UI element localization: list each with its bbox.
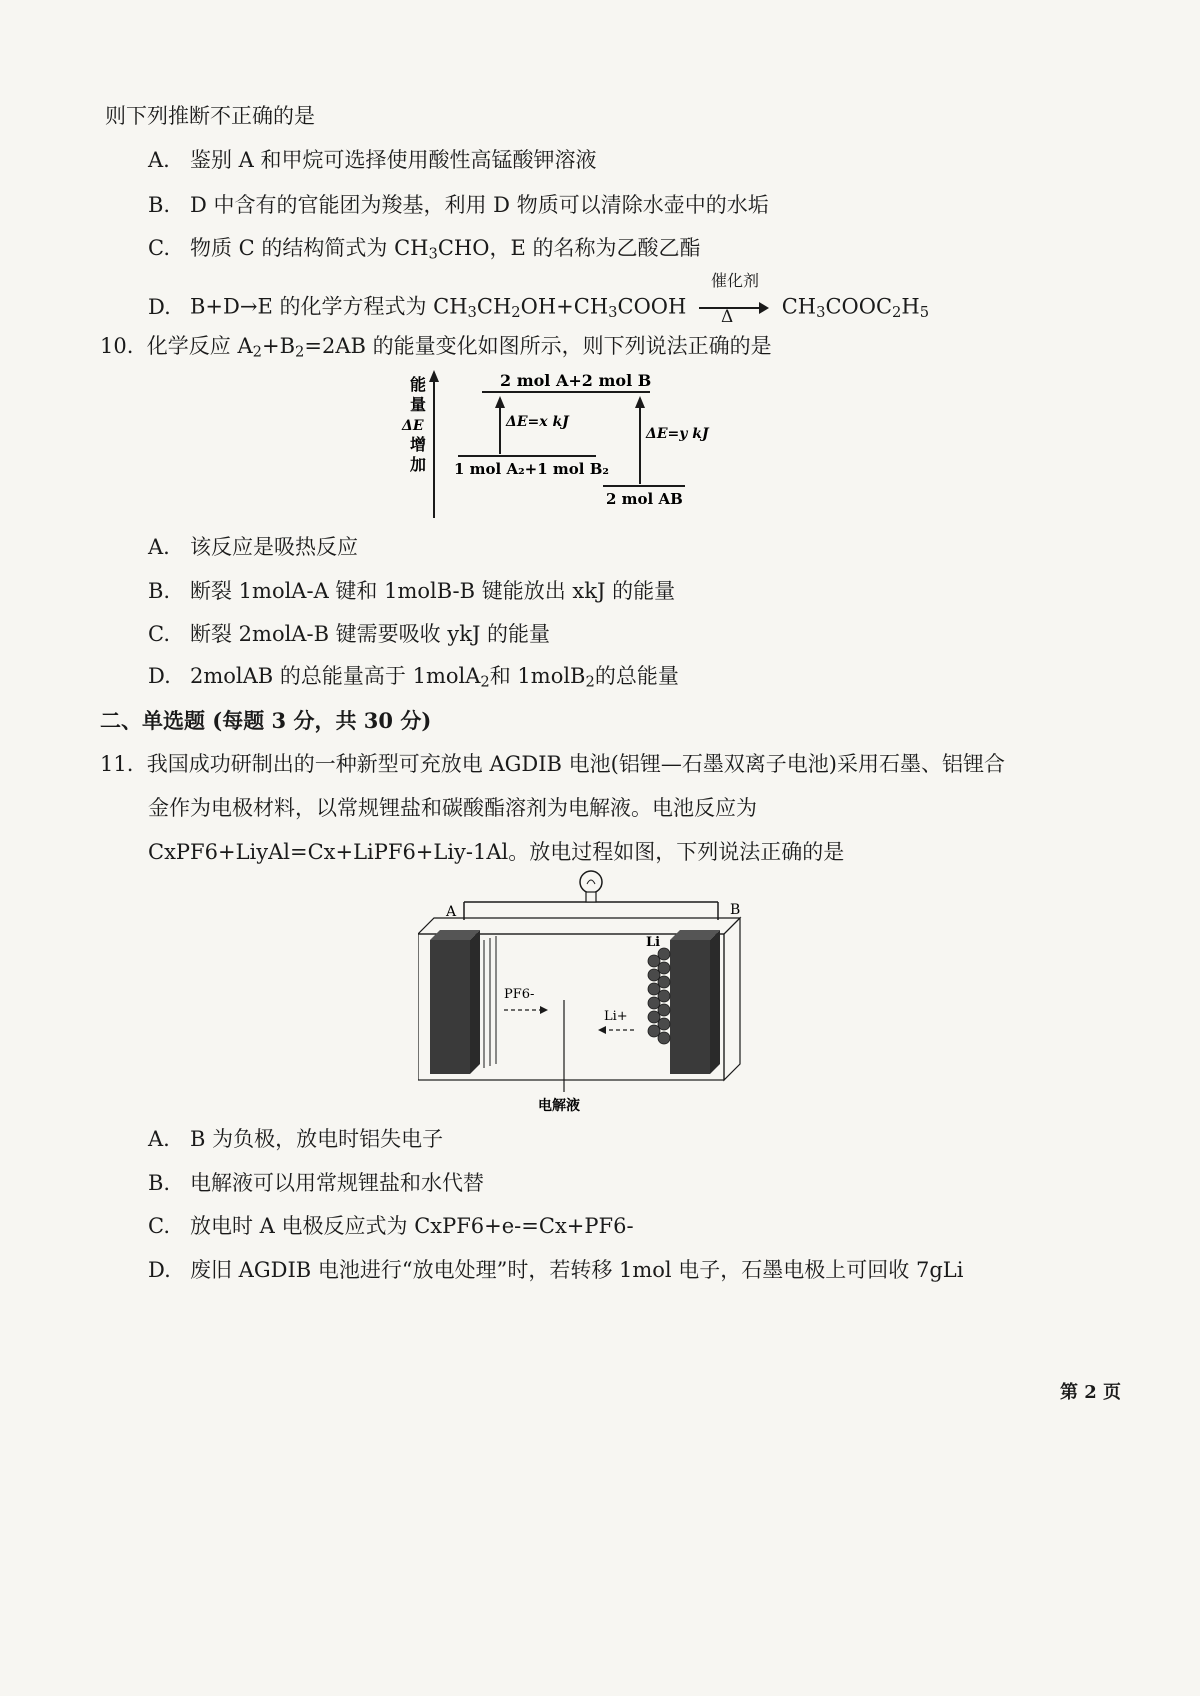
- option-text: 和 1molB: [489, 664, 586, 688]
- dy-label: ΔE=y kJ: [646, 426, 709, 442]
- option-label: C.: [148, 622, 170, 646]
- option-label: A.: [148, 1127, 170, 1151]
- option-label: C.: [148, 236, 170, 260]
- option-text: COOC: [825, 294, 893, 319]
- option-text: 电解液可以用常规锂盐和水代替: [190, 1171, 484, 1195]
- axis-label-2: 量: [410, 395, 427, 414]
- q9-option-c: C. 物质 C 的结构简式为 $CH_3CHO$，E 的名称为乙酸乙酯: [148, 236, 701, 263]
- question-number: 11.: [100, 752, 134, 776]
- axis-label-3: ΔE: [402, 418, 424, 434]
- q11-option-d: [148, 1258, 963, 1283]
- page-number: 第 2 页: [1060, 1382, 1122, 1403]
- q9-option-d: D. B+D→E 的化学方程式为 $CH_3CH_2OH+CH_3COOH$ 催化剂 Δ $CH_3COOC_2H_5$: [148, 271, 930, 327]
- label-a: A: [446, 904, 457, 920]
- q11-stem-line3: CxPF6+LiyAl=Cx+LiPF6+Liy-1Al。放电过程如图，下列说法正确的是: [148, 840, 845, 864]
- option-text: CHO，E 的名称为乙酸乙酯: [437, 236, 701, 260]
- q10-option-a: [148, 535, 358, 560]
- dx-label: ΔE=x kJ: [506, 414, 569, 430]
- stem-text: 我国成功研制出的一种新型可充放电 AGDIB 电池(铝锂—石墨双离子电池)采用石墨、铝锂合: [146, 752, 1006, 776]
- option-text: 断裂 1molA-A 键和 1molB-B 键能放出 xkJ 的能量: [190, 579, 676, 603]
- ion-left-label: PF6-: [504, 987, 535, 1002]
- electrode-a: [430, 940, 470, 1074]
- dx-arrowhead: [495, 396, 505, 408]
- option-label: A.: [148, 535, 170, 559]
- delta-label: Δ: [721, 307, 734, 327]
- axis-label-5: 加: [410, 455, 427, 474]
- battery-diagram: [418, 870, 798, 1120]
- container-side: [724, 918, 740, 1080]
- option-label: B.: [148, 193, 171, 217]
- stem-text: =2AB 的能量变化如图所示，则下列说法正确的是: [304, 334, 772, 358]
- axis-arrowhead: [429, 370, 439, 382]
- axis-label-1: 能: [410, 375, 427, 394]
- option-text: CH: [476, 294, 512, 319]
- label-b: B: [730, 902, 741, 918]
- question-number: 10.: [100, 334, 134, 358]
- ion-right-label: Li+: [604, 1009, 628, 1024]
- option-text: OH+CH: [520, 294, 609, 319]
- option-text: 鉴别 A 和甲烷可选择使用酸性高锰酸钾溶液: [190, 148, 597, 172]
- option-text: 断裂 2molA-B 键需要吸收 ykJ 的能量: [190, 622, 551, 646]
- q10-option-b: [148, 579, 675, 604]
- electrolyte-label: 电解液: [538, 1098, 580, 1114]
- option-label: B.: [148, 579, 171, 603]
- electrode-b-side: [710, 930, 720, 1074]
- axis-label-4: 增: [410, 435, 427, 454]
- option-text: COOH: [617, 294, 687, 319]
- label-li: Li: [646, 935, 661, 950]
- stem-text: +B: [261, 334, 295, 358]
- option-label: D.: [148, 1258, 171, 1282]
- q11-option-b: [148, 1171, 484, 1196]
- option-text: CH: [781, 294, 817, 319]
- option-label: C.: [148, 1214, 170, 1238]
- option-label: A.: [148, 148, 170, 172]
- option-text: B+D→E 的化学方程式为 CH: [190, 294, 468, 319]
- electrode-b: [670, 940, 710, 1074]
- top-level-label: 2 mol A+2 mol B: [500, 371, 652, 390]
- q9-stem: 则下列推断不正确的是: [105, 104, 315, 128]
- catalyst-arrow: [699, 271, 769, 327]
- option-text: 废旧 AGDIB 电池进行“放电处理”时，若转移 1mol 电子，石墨电极上可回收 7gLi: [190, 1258, 964, 1282]
- q9-option-a: [148, 148, 597, 173]
- bottom-level-label: 2 mol AB: [606, 490, 683, 508]
- option-text: 的总能量: [594, 664, 679, 688]
- q11-option-c: [148, 1214, 634, 1239]
- option-text: 放电时 A 电极反应式为 CxPF6+e-=Cx+PF6-: [190, 1214, 634, 1238]
- option-label: D.: [148, 294, 171, 319]
- q11-stem-line2: 金作为电极材料，以常规锂盐和碳酸酯溶剂为电解液。电池反应为: [148, 796, 757, 820]
- option-text: B 为负极，放电时铝失电子: [190, 1127, 444, 1151]
- ion-right-arrowhead: [598, 1026, 606, 1034]
- electrode-a-side: [470, 930, 480, 1074]
- option-text: 2molAB 的总能量高于 1molA: [190, 664, 481, 688]
- option-text: D 中含有的官能团为羧基，利用 D 物质可以清除水壶中的水垢: [190, 193, 769, 217]
- option-label: B.: [148, 1171, 171, 1195]
- q9-option-b: [148, 193, 769, 218]
- option-text: H: [901, 294, 920, 319]
- catalyst-label: 催化剂: [711, 271, 760, 290]
- q11-option-a: [148, 1127, 443, 1152]
- q10-stem: 10. 化学反应 $A_2+B_2=2AB$ 的能量变化如图所示，则下列说法正确的是: [100, 334, 772, 361]
- q10-option-c: [148, 622, 550, 647]
- graphite-layers: [484, 936, 496, 1068]
- q11-stem-line1: [100, 752, 1005, 777]
- dy-arrowhead: [635, 396, 645, 408]
- option-label: D.: [148, 664, 171, 688]
- left-level-label: 1 mol A₂+1 mol B₂: [454, 460, 609, 478]
- section-title: 二、单选题 (每题 3 分，共 30 分): [100, 708, 432, 733]
- stem-text: 化学反应 A: [146, 334, 253, 358]
- energy-diagram: [400, 368, 780, 528]
- ion-left-arrowhead: [540, 1006, 548, 1014]
- option-text: 该反应是吸热反应: [190, 535, 358, 559]
- bulb-icon: [580, 871, 602, 902]
- lithium-spheres: [648, 948, 670, 1044]
- option-text: 物质 C 的结构简式为 CH: [190, 236, 429, 260]
- q10-option-d: D. 2molAB 的总能量高于 1molA$_2$和 1molB$_2$的总能量: [148, 664, 679, 691]
